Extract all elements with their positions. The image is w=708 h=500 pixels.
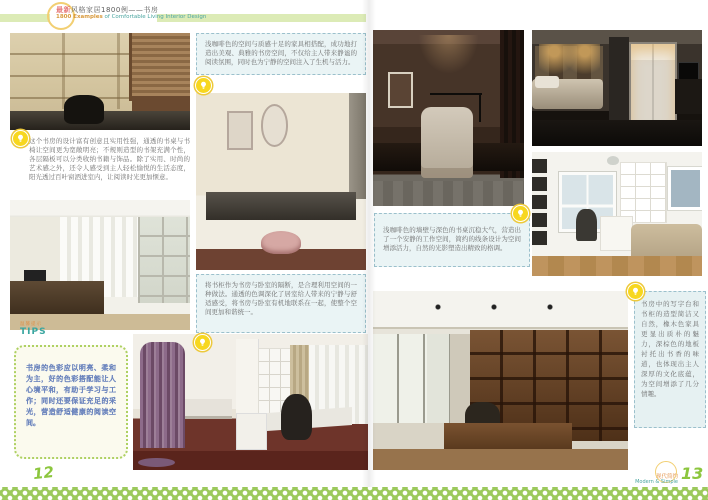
tip-header xyxy=(20,323,47,337)
photo-bookshelf-study xyxy=(10,33,190,130)
photo-desk xyxy=(675,79,702,114)
lightbulb-icon xyxy=(627,283,644,300)
photo-pillow xyxy=(535,76,559,88)
bulb-glyph xyxy=(516,209,525,218)
caption-middle-text: 将书柜作为书房与卧室的隔断，是合理利用空间的一种做法。通透的色调深化了居室给人带来的宁静与舒适感受，将书房与卧室有机地联系在一起，使整个空间更加和谐统一。 xyxy=(205,281,357,316)
photo-bedroom-study xyxy=(133,334,368,470)
photo-wood-floor xyxy=(532,256,702,276)
caption-left xyxy=(29,137,190,195)
caption-left-text: 这个书房的设计富有创意且实用性强，通透的书桌与书椅让空间更为宽敞明亮；不规则造型的书架充满个性，各层隔板可以分类收纳书籍与饰品。除了实用、时尚的艺术感之外，还令人感受到主人轻松愉悦的生活态度，阳光透过百叶窗洒进室内，让阅读时光更加惬意。 xyxy=(29,137,190,181)
lightbulb-icon xyxy=(194,334,211,351)
photo-chair xyxy=(64,95,104,124)
photo-window xyxy=(373,334,450,424)
photo-frame xyxy=(227,111,253,150)
bulb-glyph xyxy=(16,134,25,143)
photo-cabinet xyxy=(600,216,633,250)
photo-rug xyxy=(138,458,176,468)
photo-wall-lights xyxy=(539,44,600,74)
photo-purple-curtain xyxy=(140,342,185,448)
photo-oval-frame xyxy=(261,104,289,147)
photo-window xyxy=(138,217,190,303)
photo-blinds xyxy=(129,33,190,101)
bulb-glyph xyxy=(198,338,207,347)
page-number-left: 12 xyxy=(32,462,55,484)
photo-pink-stool xyxy=(261,231,302,254)
tip-text: 书房的色彩应以明亮、柔和为主，好的色彩搭配能让人心境平和，有助于学习与工作；同时还要保证充足的采光，营造舒适健康的阅读空间。 xyxy=(26,364,116,427)
photo-cabinet xyxy=(236,413,266,450)
photo-wood-bookwall-study xyxy=(373,291,628,470)
photo-desk xyxy=(444,423,572,448)
page-number-right: 13 xyxy=(681,464,704,483)
category-label-cn: 现代简约 xyxy=(655,474,678,480)
page-subtitle xyxy=(56,14,206,20)
lightbulb-icon xyxy=(12,130,29,147)
photo-dark-shelf xyxy=(532,159,547,246)
photo-floor xyxy=(373,449,628,470)
photo-artwork xyxy=(668,167,702,210)
photo-desk xyxy=(10,281,104,315)
photo-beige-chair xyxy=(421,107,472,177)
page-title-highlight: 最新 xyxy=(56,6,71,14)
photo-window-study xyxy=(10,200,190,330)
photo-lamp-stem xyxy=(479,93,481,121)
photo-wall-glow xyxy=(418,35,478,74)
photo-lamp-arm xyxy=(430,93,481,95)
photo-black-floor xyxy=(532,120,702,146)
caption-top-text: 浅咖啡色的空间与质感十足的家具相搭配，成功地打造出美观、典雅的书房空间，不仅给主人带来静谧的阅读氛围，同时也为宁静的空间注入了生机与活力。 xyxy=(205,40,357,66)
polka-dot-border xyxy=(0,487,708,500)
photo-bed xyxy=(185,399,232,418)
photo-dark-bedroom-office xyxy=(532,30,702,146)
photo-ceiling-line xyxy=(373,327,628,329)
photo-white-study xyxy=(532,152,702,276)
photo-pillar xyxy=(236,339,258,418)
caption-box-side xyxy=(634,291,706,428)
photo-frame xyxy=(388,72,413,108)
caption-right-text: 浅咖啡色的墙壁与深色的书桌沉稳大气，营造出了一个安静的工作空间，简约的线条设计为空间增添活力，自然的光影塑造出精致的格调。 xyxy=(383,226,521,252)
caption-box-top xyxy=(196,33,366,75)
photo-dark-study xyxy=(373,30,524,206)
photo-partition xyxy=(609,37,629,125)
tip-box xyxy=(14,345,128,459)
page-gutter xyxy=(362,0,376,487)
photo-floor xyxy=(373,181,524,206)
lightbulb-icon xyxy=(512,205,529,222)
caption-box-middle xyxy=(196,274,366,333)
page-title-rest: 风格家居1800例——书房 xyxy=(71,6,159,14)
caption-side-text: 书房中的写字台和书柜的造型简洁又自然，橡木色家具更显出质朴的魅力，深棕色的地板衬托出书香的味道，也体现出主人深厚的文化底蕴，为空间增添了几分情趣。 xyxy=(641,300,699,398)
bulb-glyph xyxy=(199,81,208,90)
photo-spotlights xyxy=(424,302,564,313)
photo-cream-study xyxy=(196,93,366,270)
photo-pendant-lamp xyxy=(607,156,619,165)
lightbulb-icon xyxy=(195,77,212,94)
tip-label-en: TIPS xyxy=(20,326,47,337)
page-subtitle-highlight: 1800 Examples xyxy=(56,14,103,20)
photo-desk xyxy=(206,192,356,220)
photo-wire-chair xyxy=(576,209,596,241)
header-bar-left xyxy=(0,14,50,22)
photo-wardrobe xyxy=(629,42,677,127)
caption-box-right xyxy=(374,213,530,267)
tip-label-cn: 温馨提示 xyxy=(20,322,42,327)
bulb-glyph xyxy=(631,287,640,296)
photo-white-shelves xyxy=(620,162,666,224)
photo-office-chair xyxy=(281,394,312,440)
category-label-en: Modern & Simple xyxy=(635,479,678,485)
page-subtitle-rest: of Comfortable Living Interior Design xyxy=(102,14,207,20)
